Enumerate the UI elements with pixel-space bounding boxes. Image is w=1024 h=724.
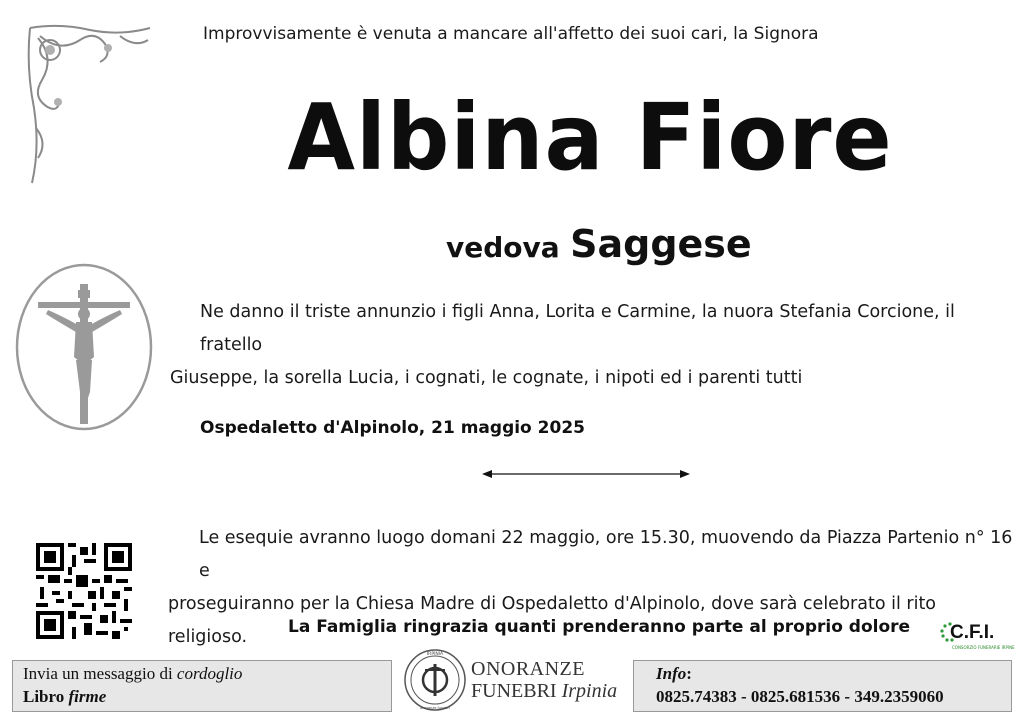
seal-bottom-text: onoranze funebri: [420, 706, 450, 710]
widow-line: [446, 222, 752, 266]
thanks-text: La Famiglia ringrazia quanti prenderanno parte al proprio dolore: [288, 617, 911, 637]
info-label-colon: :: [686, 664, 692, 683]
brand-line-2-italic: Irpinia: [561, 680, 618, 702]
cfi-tagline: CONSORZIO FUNERARIE IRPINE: [952, 645, 1015, 650]
announcement-line-1: Ne danno il triste annunzio i figli Anna, Lorita e Carmine, la nuora Stefania Corcione, il fratello: [200, 302, 955, 355]
funeral-line-2: proseguiranno per la Chiesa Madre di Ospedaletto d'Alpinolo, dove sarà celebrato il rito religioso.: [168, 594, 937, 647]
cfi-logo-text: C.F.I.: [950, 622, 995, 643]
brand-line-2: [471, 680, 617, 703]
info-label-italic: Info: [656, 664, 687, 683]
brand-seal-icon: [403, 648, 467, 712]
announcement-line-2: Giuseppe, la sorella Lucia, i cognati, le cognate, i nipoti ed i parenti tutti: [170, 368, 803, 388]
info-label: [656, 664, 692, 684]
intro-text: Improvvisamente è venuta a mancare all'affetto dei suoi cari, la Signora: [203, 24, 819, 44]
guestbook-link[interactable]: [23, 687, 106, 707]
crucifix-icon: [14, 262, 154, 432]
guestbook-label-italic: firme: [68, 687, 107, 706]
info-box: [633, 660, 1012, 712]
condolence-label: Invia un messaggio di: [23, 664, 177, 683]
condolence-label-italic: cordoglio: [176, 664, 243, 683]
condolence-link[interactable]: [23, 664, 242, 684]
condolence-box[interactable]: [12, 660, 392, 712]
guestbook-label: Libro: [23, 687, 69, 706]
brand-line-1: ONORANZE: [471, 658, 585, 680]
place-date: Ospedaletto d'Alpinolo, 21 maggio 2025: [200, 418, 585, 438]
double-arrow-divider-icon: [482, 467, 690, 481]
deceased-name: Albina Fiore: [287, 84, 893, 191]
phone-numbers[interactable]: 0825.74383 - 0825.681536 - 349.2359060: [656, 687, 944, 706]
seal-top-text: IRPINIA: [426, 652, 444, 657]
announcement-paragraph: [170, 296, 1020, 395]
widow-prefix: vedova: [446, 231, 560, 264]
funeral-line-1: Le esequie avranno luogo domani 22 maggio, ore 15.30, muovendo da Piazza Partenio n° 16 e: [199, 528, 1013, 581]
brand-line-2-text: FUNEBRI: [471, 680, 562, 702]
qr-code-icon[interactable]: [36, 543, 132, 639]
widow-surname: Saggese: [570, 222, 752, 266]
